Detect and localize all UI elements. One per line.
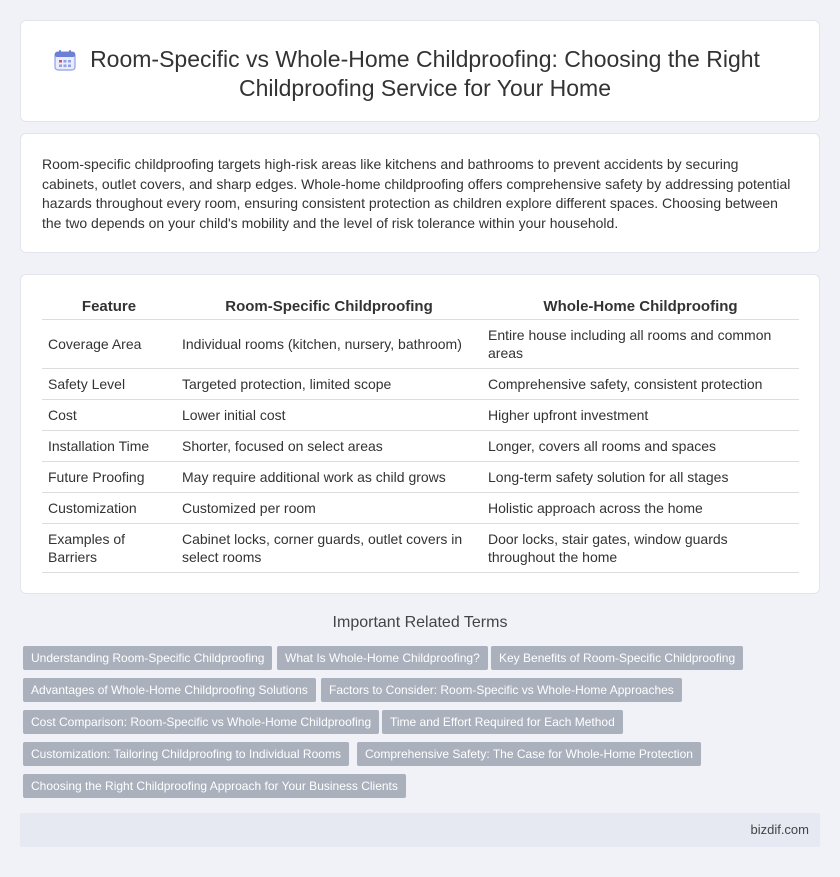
related-term-tag[interactable]: Factors to Consider: Room-Specific vs Whole-Home Approaches (321, 678, 682, 702)
feature-cell: Future Proofing (42, 461, 176, 492)
table-row (42, 368, 799, 399)
table-row (42, 461, 799, 492)
feature-cell: Customization (42, 492, 176, 523)
related-term-tag[interactable]: Advantages of Whole-Home Childproofing Solutions (23, 678, 316, 702)
whole-home-cell: Higher upfront investment (482, 399, 799, 430)
related-terms-heading: Important Related Terms (332, 614, 508, 631)
intro-paragraph: Room-specific childproofing targets high-risk areas like kitchens and bathrooms to prevent accidents by securing cabinets, outlet covers, and sharp edges. Whole-home childproofing offers comprehensive safety by addressing potential hazards throughout every room, ensuring consistent protection as children explore different spaces. Choosing between the two depends on your child's mobility and the level of risk tolerance within your household. (42, 156, 791, 231)
table-header-row (42, 295, 799, 319)
whole-home-cell: Holistic approach across the home (482, 492, 799, 523)
feature-cell: Coverage Area (42, 319, 176, 368)
table-row (42, 523, 799, 572)
room-specific-cell: Cabinet locks, corner guards, outlet covers in select rooms (176, 523, 482, 572)
whole-home-cell: Longer, covers all rooms and spaces (482, 430, 799, 461)
related-term-tag[interactable]: Choosing the Right Childproofing Approach for Your Business Clients (23, 774, 406, 798)
table-row (42, 430, 799, 461)
whole-home-cell: Long-term safety solution for all stages (482, 461, 799, 492)
whole-home-cell: Entire house including all rooms and common areas (482, 319, 799, 368)
column-header-whole-home: Whole-Home Childproofing (482, 295, 799, 319)
page-title: Room-Specific vs Whole-Home Childproofing: Choosing the Right Childproofing Service for Your Home (90, 46, 760, 101)
related-term-tag[interactable]: Key Benefits of Room-Specific Childproofing (491, 646, 743, 670)
table-row (42, 492, 799, 523)
column-header-room-specific: Room-Specific Childproofing (176, 295, 482, 319)
feature-cell: Installation Time (42, 430, 176, 461)
whole-home-cell: Comprehensive safety, consistent protection (482, 368, 799, 399)
feature-cell: Examples of Barriers (42, 523, 176, 572)
related-term-tag[interactable]: Time and Effort Required for Each Method (382, 710, 623, 734)
feature-cell: Safety Level (42, 368, 176, 399)
related-term-tag[interactable]: Understanding Room-Specific Childproofing (23, 646, 272, 670)
room-specific-cell: Lower initial cost (176, 399, 482, 430)
room-specific-cell: Individual rooms (kitchen, nursery, bathroom) (176, 319, 482, 368)
room-specific-cell: Shorter, focused on select areas (176, 430, 482, 461)
site-name[interactable]: bizdif.com (750, 822, 809, 837)
related-term-tag[interactable]: Comprehensive Safety: The Case for Whole-Home Protection (357, 742, 701, 766)
room-specific-cell: Targeted protection, limited scope (176, 368, 482, 399)
room-specific-cell: May require additional work as child grows (176, 461, 482, 492)
related-term-tag[interactable]: Cost Comparison: Room-Specific vs Whole-Home Childproofing (23, 710, 379, 734)
room-specific-cell: Customized per room (176, 492, 482, 523)
related-term-tag[interactable]: What Is Whole-Home Childproofing? (277, 646, 488, 670)
intro-card (20, 133, 820, 253)
table-row (42, 399, 799, 430)
comparison-card (20, 274, 820, 594)
whole-home-cell: Door locks, stair gates, window guards throughout the home (482, 523, 799, 572)
title-card (20, 20, 820, 122)
related-term-tag[interactable]: Customization: Tailoring Childproofing to Individual Rooms (23, 742, 349, 766)
comparison-table (42, 295, 799, 573)
column-header-feature: Feature (42, 295, 176, 319)
footer (20, 813, 820, 847)
table-row (42, 319, 799, 368)
feature-cell: Cost (42, 399, 176, 430)
